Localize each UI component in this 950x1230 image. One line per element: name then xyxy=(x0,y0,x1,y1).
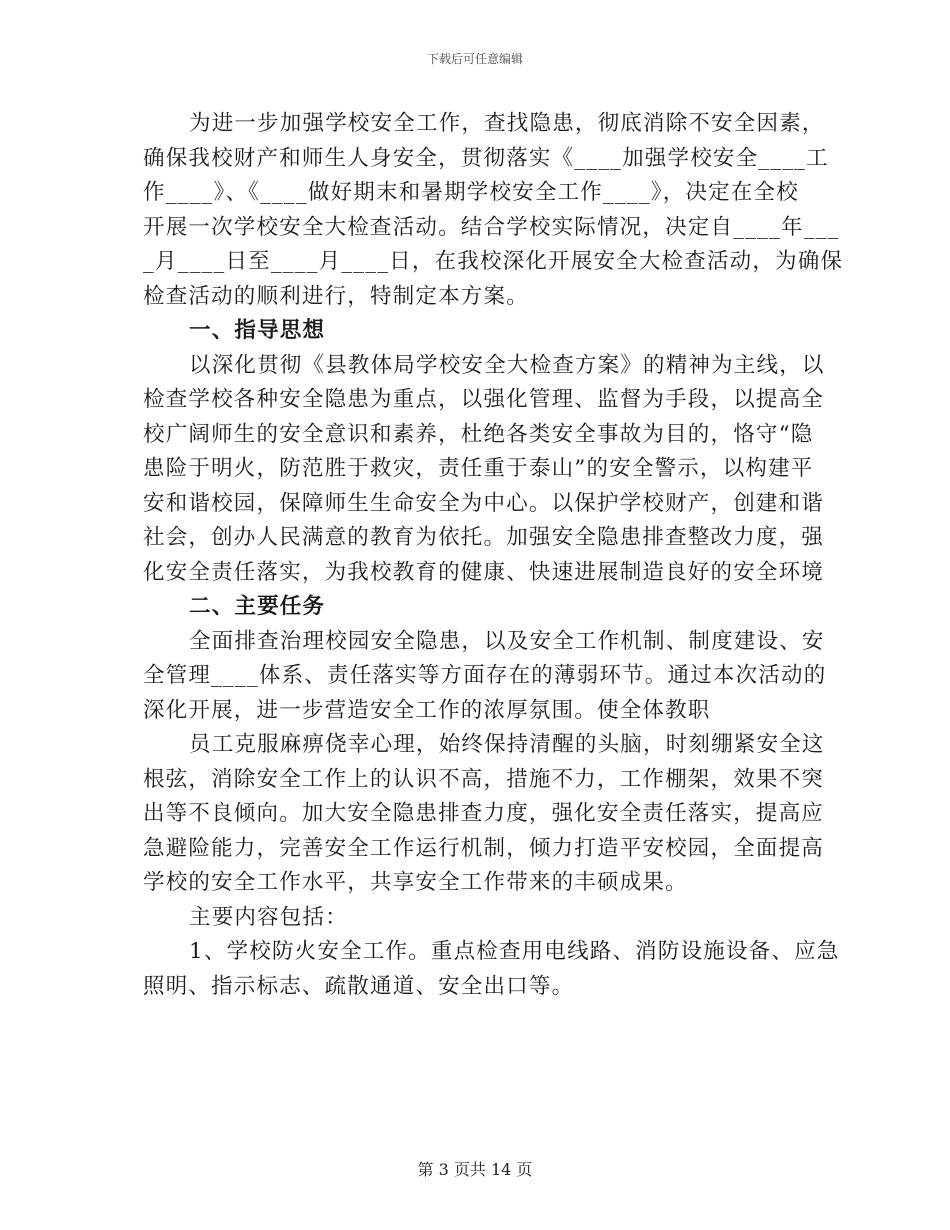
paragraph-line: 照明、指示标志、疏散通道、安全出口等。 xyxy=(143,973,575,999)
paragraph-line: 全面排查治理校园安全隐患，以及安全工作机制、制度建设、安 xyxy=(189,628,825,654)
section-heading: 二、主要任务 xyxy=(189,594,326,619)
paragraph-line: 员工克服麻痹侥幸心理，始终保持清醒的头脑，时刻绷紧安全这 xyxy=(189,732,825,757)
paragraph-line: 开展一次学校安全大检查活动。结合学校实际情况，决定自____年___ xyxy=(143,214,840,240)
paragraph-line: 学校的安全工作水平，共享安全工作带来的丰硕成果。 xyxy=(143,870,688,895)
paragraph-line: 主要内容包括： xyxy=(189,904,348,930)
paragraph-line: _月____日至____月____日，在我校深化开展安全大检查活动，为确保 xyxy=(143,249,844,274)
paragraph-line: 患险于明火，防范胜于救灾，责任重于泰山”的安全警示，以构建平 xyxy=(143,456,814,481)
paragraph-line: 急避险能力，完善安全工作运行机制，倾力打造平安校园，全面提高 xyxy=(143,835,825,861)
paragraph-line: 根弦，消除安全工作上的认识不高，措施不力，工作棚架，效果不突 xyxy=(143,766,825,792)
paragraph-line: 校广阔师生的安全意识和素养，杜绝各类安全事故为目的，恪守“隐 xyxy=(143,421,814,447)
paragraph-line: 检查活动的顺利进行，特制定本方案。 xyxy=(143,283,529,309)
section-heading: 一、指导思想 xyxy=(189,318,326,343)
paragraph-line: 全管理____体系、责任落实等方面存在的薄弱环节。通过本次活动的 xyxy=(143,663,827,688)
paragraph-line: 为进一步加强学校安全工作，查找隐患，彻底消除不安全因素， xyxy=(189,111,825,136)
paragraph-line: 以深化贯彻《县教体局学校安全大检查方案》的精神为主线，以 xyxy=(189,352,825,378)
paragraph-line: 检查学校各种安全隐患为重点，以强化管理、监督为手段，以提高全 xyxy=(143,387,825,412)
page-header: 下载后可任意编辑 xyxy=(426,52,523,66)
document-body xyxy=(143,107,844,1004)
paragraph-line: 作____》、《____做好期末和暑期学校安全工作____》，决定在全校 xyxy=(143,180,799,205)
page-footer: 第 3 页共 14 页 xyxy=(417,1160,533,1179)
paragraph-line: 出等不良倾向。加大安全隐患排查力度，强化安全责任落实，提高应 xyxy=(143,801,825,826)
paragraph-line: 确保我校财产和师生人身安全，贯彻落实《____加强学校安全____工 xyxy=(143,145,829,171)
paragraph-line: 社会，创办人民满意的教育为依托。加强安全隐患排查整改力度，强 xyxy=(143,525,825,550)
paragraph-line: 深化开展，进一步营造安全工作的浓厚氛围。使全体教职 xyxy=(143,697,711,723)
paragraph-line: 安和谐校园，保障师生生命安全为中心。以保护学校财产，创建和谐 xyxy=(143,490,825,516)
paragraph-line: 1、学校防火安全工作。重点检查用电线路、消防设施设备、应急 xyxy=(189,939,840,964)
paragraph-line: 化安全责任落实，为我校教育的健康、快速进展制造良好的安全环境 xyxy=(143,559,825,585)
